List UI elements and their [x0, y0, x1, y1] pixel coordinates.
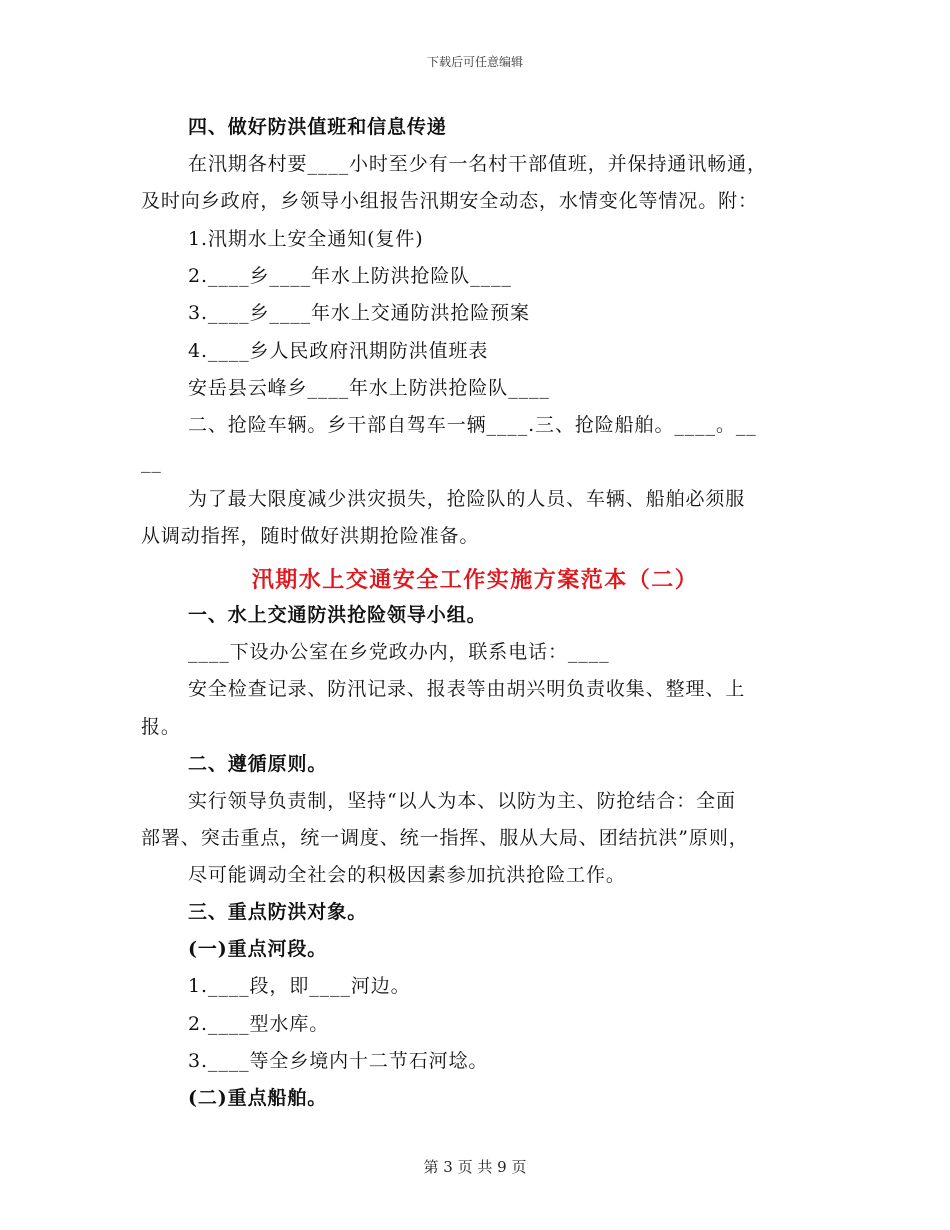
paragraph-line: ____下设办公室在乡党政办内，联系电话：____	[188, 641, 610, 663]
section-heading: 三、重点防洪对象。	[188, 901, 368, 923]
attachment-item: 4.____乡人民政府汛期防洪值班表	[188, 340, 489, 362]
paragraph-line: 尽可能调动全社会的积极因素参加抗洪抢险工作。	[188, 864, 626, 886]
subsection-heading: (一)重点河段。	[188, 938, 328, 960]
paragraph-line: 实行领导负责制，坚持“以人为本、以防为主、防抢结合：全面	[188, 790, 736, 812]
list-item: 1.____段，即____河边。	[188, 975, 411, 997]
section-heading: 一、水上交通防洪抢险领导小组。	[188, 604, 487, 626]
paragraph-line: 部署、突击重点，统一调度、统一指挥、服从大局、团结抗洪”原则，	[141, 827, 749, 849]
header-note: 下载后可任意编辑	[426, 55, 523, 69]
paragraph-line: 从调动指挥，随时做好洪期抢险准备。	[141, 525, 480, 547]
paragraph-line: 安全检查记录、防汛记录、报表等由胡兴明负责收集、整理、上	[188, 678, 746, 700]
list-item: 2.____型水库。	[188, 1013, 330, 1035]
page-number: 第 3 页 共 9 页	[423, 1158, 527, 1176]
attachment-item: 3.____乡____年水上交通防洪抢险预案	[188, 302, 530, 324]
paragraph-line: 在汛期各村要____小时至少有一名村干部值班，并保持通讯畅通，	[188, 153, 767, 175]
section-heading: 二、遵循原则。	[188, 753, 328, 775]
document-title: 汛期水上交通安全工作实施方案范本（二）	[251, 567, 699, 593]
paragraph-line: 安岳县云峰乡____年水上防洪抢险队____	[188, 377, 550, 399]
paragraph-line: 为了最大限度减少洪灾损失，抢险队的人员、车辆、船舶必须服	[188, 488, 746, 510]
paragraph-line: 报。	[141, 716, 181, 738]
attachment-item: 2.____乡____年水上防洪抢险队____	[188, 265, 512, 287]
paragraph-line: __	[141, 451, 162, 473]
subsection-heading: (二)重点船舶。	[188, 1087, 328, 1109]
paragraph-line: 二、抢险车辆。乡干部自驾车一辆____.三、抢险船舶。____。__	[188, 414, 757, 436]
section-heading-duty: 四、做好防洪值班和信息传递	[188, 116, 447, 138]
list-item: 3.____等全乡境内十二节石河埝。	[188, 1050, 489, 1072]
attachment-item: 1.汛期水上安全通知(复件)	[188, 228, 424, 250]
paragraph-line: 及时向乡政府，乡领导小组报告汛期安全动态，水情变化等情况。附：	[141, 190, 758, 212]
